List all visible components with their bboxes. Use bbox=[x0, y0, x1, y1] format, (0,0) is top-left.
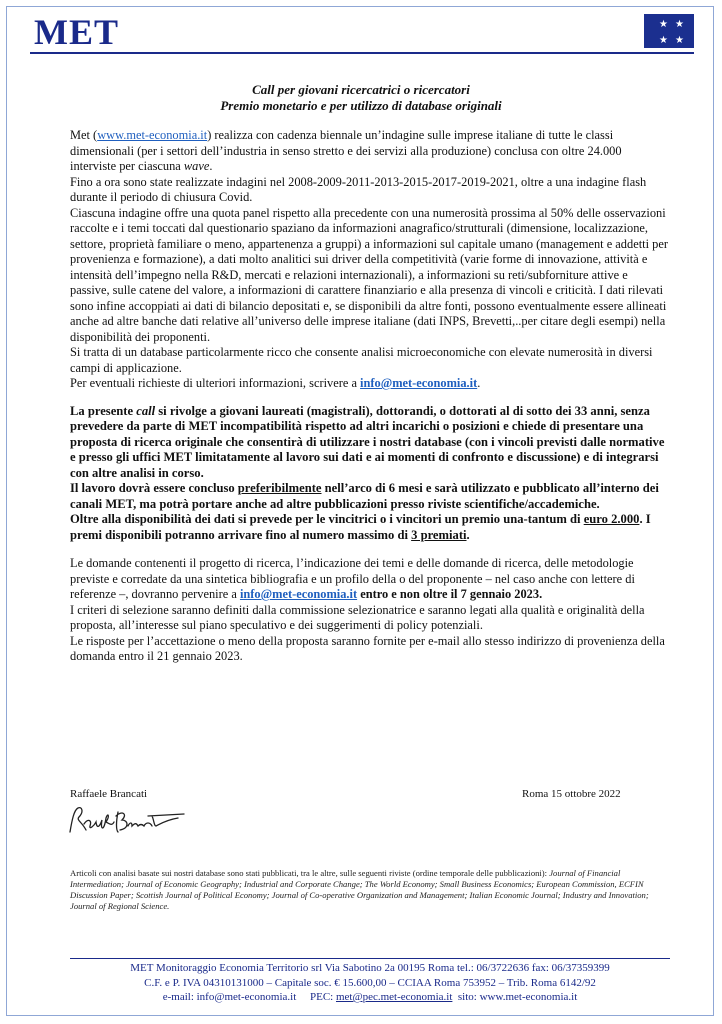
header-rule bbox=[30, 52, 694, 54]
body-text bbox=[70, 128, 670, 665]
publications-intro: Articoli con analisi basate sui nostri database sono stati pubblicati, tra le altre, sulle seguenti riviste (ordine temporale delle pubblicazioni): bbox=[70, 868, 550, 878]
applications-text: . bbox=[539, 587, 543, 601]
intro-paragraph-2: Fino a ora sono state realizzate indagini nel 2008-2009-2011-2013-2015-2017-2019-2021, oltre a una indagine flash durante il periodo di chiusura Covid. bbox=[70, 174, 647, 204]
intro-paragraph-3: Ciascuna indagine offre una quota panel rispetto alla precedente con una numerosità prossima al 50% delle osservazioni raccolte e i temi toccati dal questionario spaziano da informazioni anagrafico/strutturali (dimensione, localizzazione, settore, proprietà familiare o meno, appartenenza a gruppi) a informazioni sul capitale umano (management e addetti per provenienza e formazione), a dati molto analitici sui driver della competitività (varie forme di innovazione, attività e intensità dell’impegno nella R&D, mercati e relazioni internazionali), a informazioni su reti/subforniture attive e passive, sulle catene del valore, a informazioni di carattere finanziario e alla presenza di vincoli e criticità. I dati rilevati sono infine accoppiati ai dati di bilancio depositati e, se disponibili da altre fonti, possono eventualmente essere allineati anche ad altre banche dati relative all’universo delle imprese italiane (dati INPS, Brevetti,..per citare degli esempi) nella disponibilità dei proponenti. bbox=[70, 205, 668, 344]
applications-paragraph-1 bbox=[70, 556, 670, 603]
title-line-1: Call per giovani ricercatrici o ricercatori bbox=[252, 82, 470, 97]
intro-paragraph-4: Si tratta di un database particolarmente ricco che consente analisi microeconomiche con elevate numerosità in diversi campi di applicazione. bbox=[70, 345, 653, 375]
signatory-name: Raffaele Brancati bbox=[70, 788, 148, 800]
footer-address: MET Monitoraggio Economia Territorio srl Via Sabotino 2a 00195 Roma tel.: 06/3722636 fax: 06/37359399 bbox=[130, 962, 610, 974]
call-paragraph-1 bbox=[70, 404, 670, 482]
website-link[interactable]: www.met-economia.it bbox=[97, 128, 208, 142]
preferibilmente-word: preferibilmente bbox=[237, 481, 322, 495]
intro-text: . bbox=[477, 376, 481, 390]
footer-registration: C.F. e P. IVA 04310131000 – Capitale soc. € 15.600,00 – CCIAA Roma 753952 – Trib. Roma 6142/92 bbox=[144, 976, 596, 989]
submission-email-link[interactable]: info@met-economia.it bbox=[239, 587, 358, 601]
call-word: call bbox=[136, 403, 156, 418]
call-text: nell’arco di 6 mesi e sarà utilizzato e pubblicato all’interno dei canali MET, ma potrà portare anche ad altre pubblicazioni presso riviste scientifiche/accademiche. bbox=[70, 481, 659, 511]
place-date: Roma 15 ottobre 2022 bbox=[522, 788, 621, 800]
max-winners: 3 premiati bbox=[411, 527, 467, 542]
footer-site: sito: www.met-economia.it bbox=[452, 991, 578, 1003]
svg-text:★: ★ bbox=[659, 19, 668, 30]
document-title bbox=[70, 82, 652, 114]
call-text: . I premi disponibili potranno arrivare fino al numero massimo di bbox=[70, 512, 651, 542]
intro-paragraph-5 bbox=[70, 376, 670, 392]
met-logo: MET bbox=[34, 12, 120, 52]
deadline: entro e non oltre il 7 gennaio 2023 bbox=[357, 587, 540, 601]
svg-text:★: ★ bbox=[675, 19, 684, 30]
svg-text:★: ★ bbox=[675, 35, 684, 46]
intro-text: ) realizza con cadenza biennale un’indagine sulle imprese italiane di tutte le classi dimensionali (per i settori dell’industria in senso stretto e dei servizi alla produzione) conclusa con oltre 24.000 interviste per ciascuna bbox=[70, 128, 622, 173]
footer-email: e-mail: info@met-economia.it PEC: bbox=[162, 991, 336, 1003]
applications-section bbox=[70, 556, 670, 665]
intro-text: . bbox=[209, 159, 213, 173]
call-text: La presente bbox=[70, 403, 137, 418]
applications-text: Le domande contenenti il progetto di ricerca, l’indicazione dei temi e delle domande di ricerca, delle metodologie previste e corredate da una sintetica bibliografia e un profilo della o del proponente – nel caso anche con lettere di referenze –, dovranno pervenire a bbox=[70, 556, 635, 601]
call-text: Il lavoro dovrà essere concluso bbox=[70, 481, 238, 495]
intro-text: Met ( bbox=[70, 128, 98, 142]
title-line-2: Premio monetario e per utilizzo di database originali bbox=[220, 98, 502, 113]
footer-contacts bbox=[60, 990, 680, 1005]
wave-word: wave bbox=[183, 159, 210, 173]
applications-paragraph-3: Le risposte per l’accettazione o meno della proposta saranno fornite per e-mail allo stesso indirizzo di provenienza della domanda entro il 21 gennaio 2023. bbox=[70, 633, 665, 663]
prize-amount: euro 2.000 bbox=[583, 512, 640, 526]
call-text: . bbox=[466, 527, 470, 542]
publications-note bbox=[70, 868, 670, 912]
footer bbox=[60, 961, 680, 1005]
footer-rule bbox=[70, 958, 670, 959]
call-text: Oltre alla disponibilità dei dati si prevede per le vincitrici o i vincitori un premio una-tantum di bbox=[70, 512, 584, 526]
call-paragraph-2 bbox=[70, 481, 670, 512]
call-section bbox=[70, 404, 670, 544]
eu-flag-icon bbox=[644, 14, 694, 48]
intro-text: Per eventuali richieste di ulteriori informazioni, scrivere a bbox=[70, 376, 361, 390]
journal-list: Journal of Financial Intermediation; Journal of Economic Geography; Industrial and Corporate Change; The World Economy; Small Business Economics; European Commission, ECFIN Discussion Paper; Scottish Journal of Political Economy; Journal of Co-operative Organization and Management; Italian Economic Journal; Industry and Innovation; Journal of Regional Science. bbox=[70, 868, 649, 911]
applications-paragraph-2: I criteri di selezione saranno definiti dalla commissione selezionatrice e saranno legati alla qualità e originalità della proposta, all’interesse sul piano speculativo e dei suggerimenti di policy potenziali. bbox=[70, 602, 645, 632]
call-paragraph-3 bbox=[70, 512, 670, 543]
call-text: si rivolge a giovani laureati (magistrali), dottorandi, o dottorati al di sotto dei 33 anni, senza prevedere da parte di MET incompatibilità rispetto ad altri incarichi o posizioni e chiede di presentare una proposta di ricerca originale che consentirà di utilizzare i nostri database (con i vincoli previsti dalle normative e presso gli uffici MET limitatamente al lavoro sui dati e ai momenti di confronto e discussione) e di integrarsi con altre analisi in corso. bbox=[70, 403, 665, 480]
info-email-link[interactable]: info@met-economia.it bbox=[360, 376, 478, 390]
handwritten-signature bbox=[66, 802, 196, 840]
intro-paragraph-1 bbox=[70, 128, 670, 175]
pec-email-link[interactable]: met@pec.met-economia.it bbox=[335, 991, 453, 1003]
svg-text:★: ★ bbox=[659, 35, 668, 46]
